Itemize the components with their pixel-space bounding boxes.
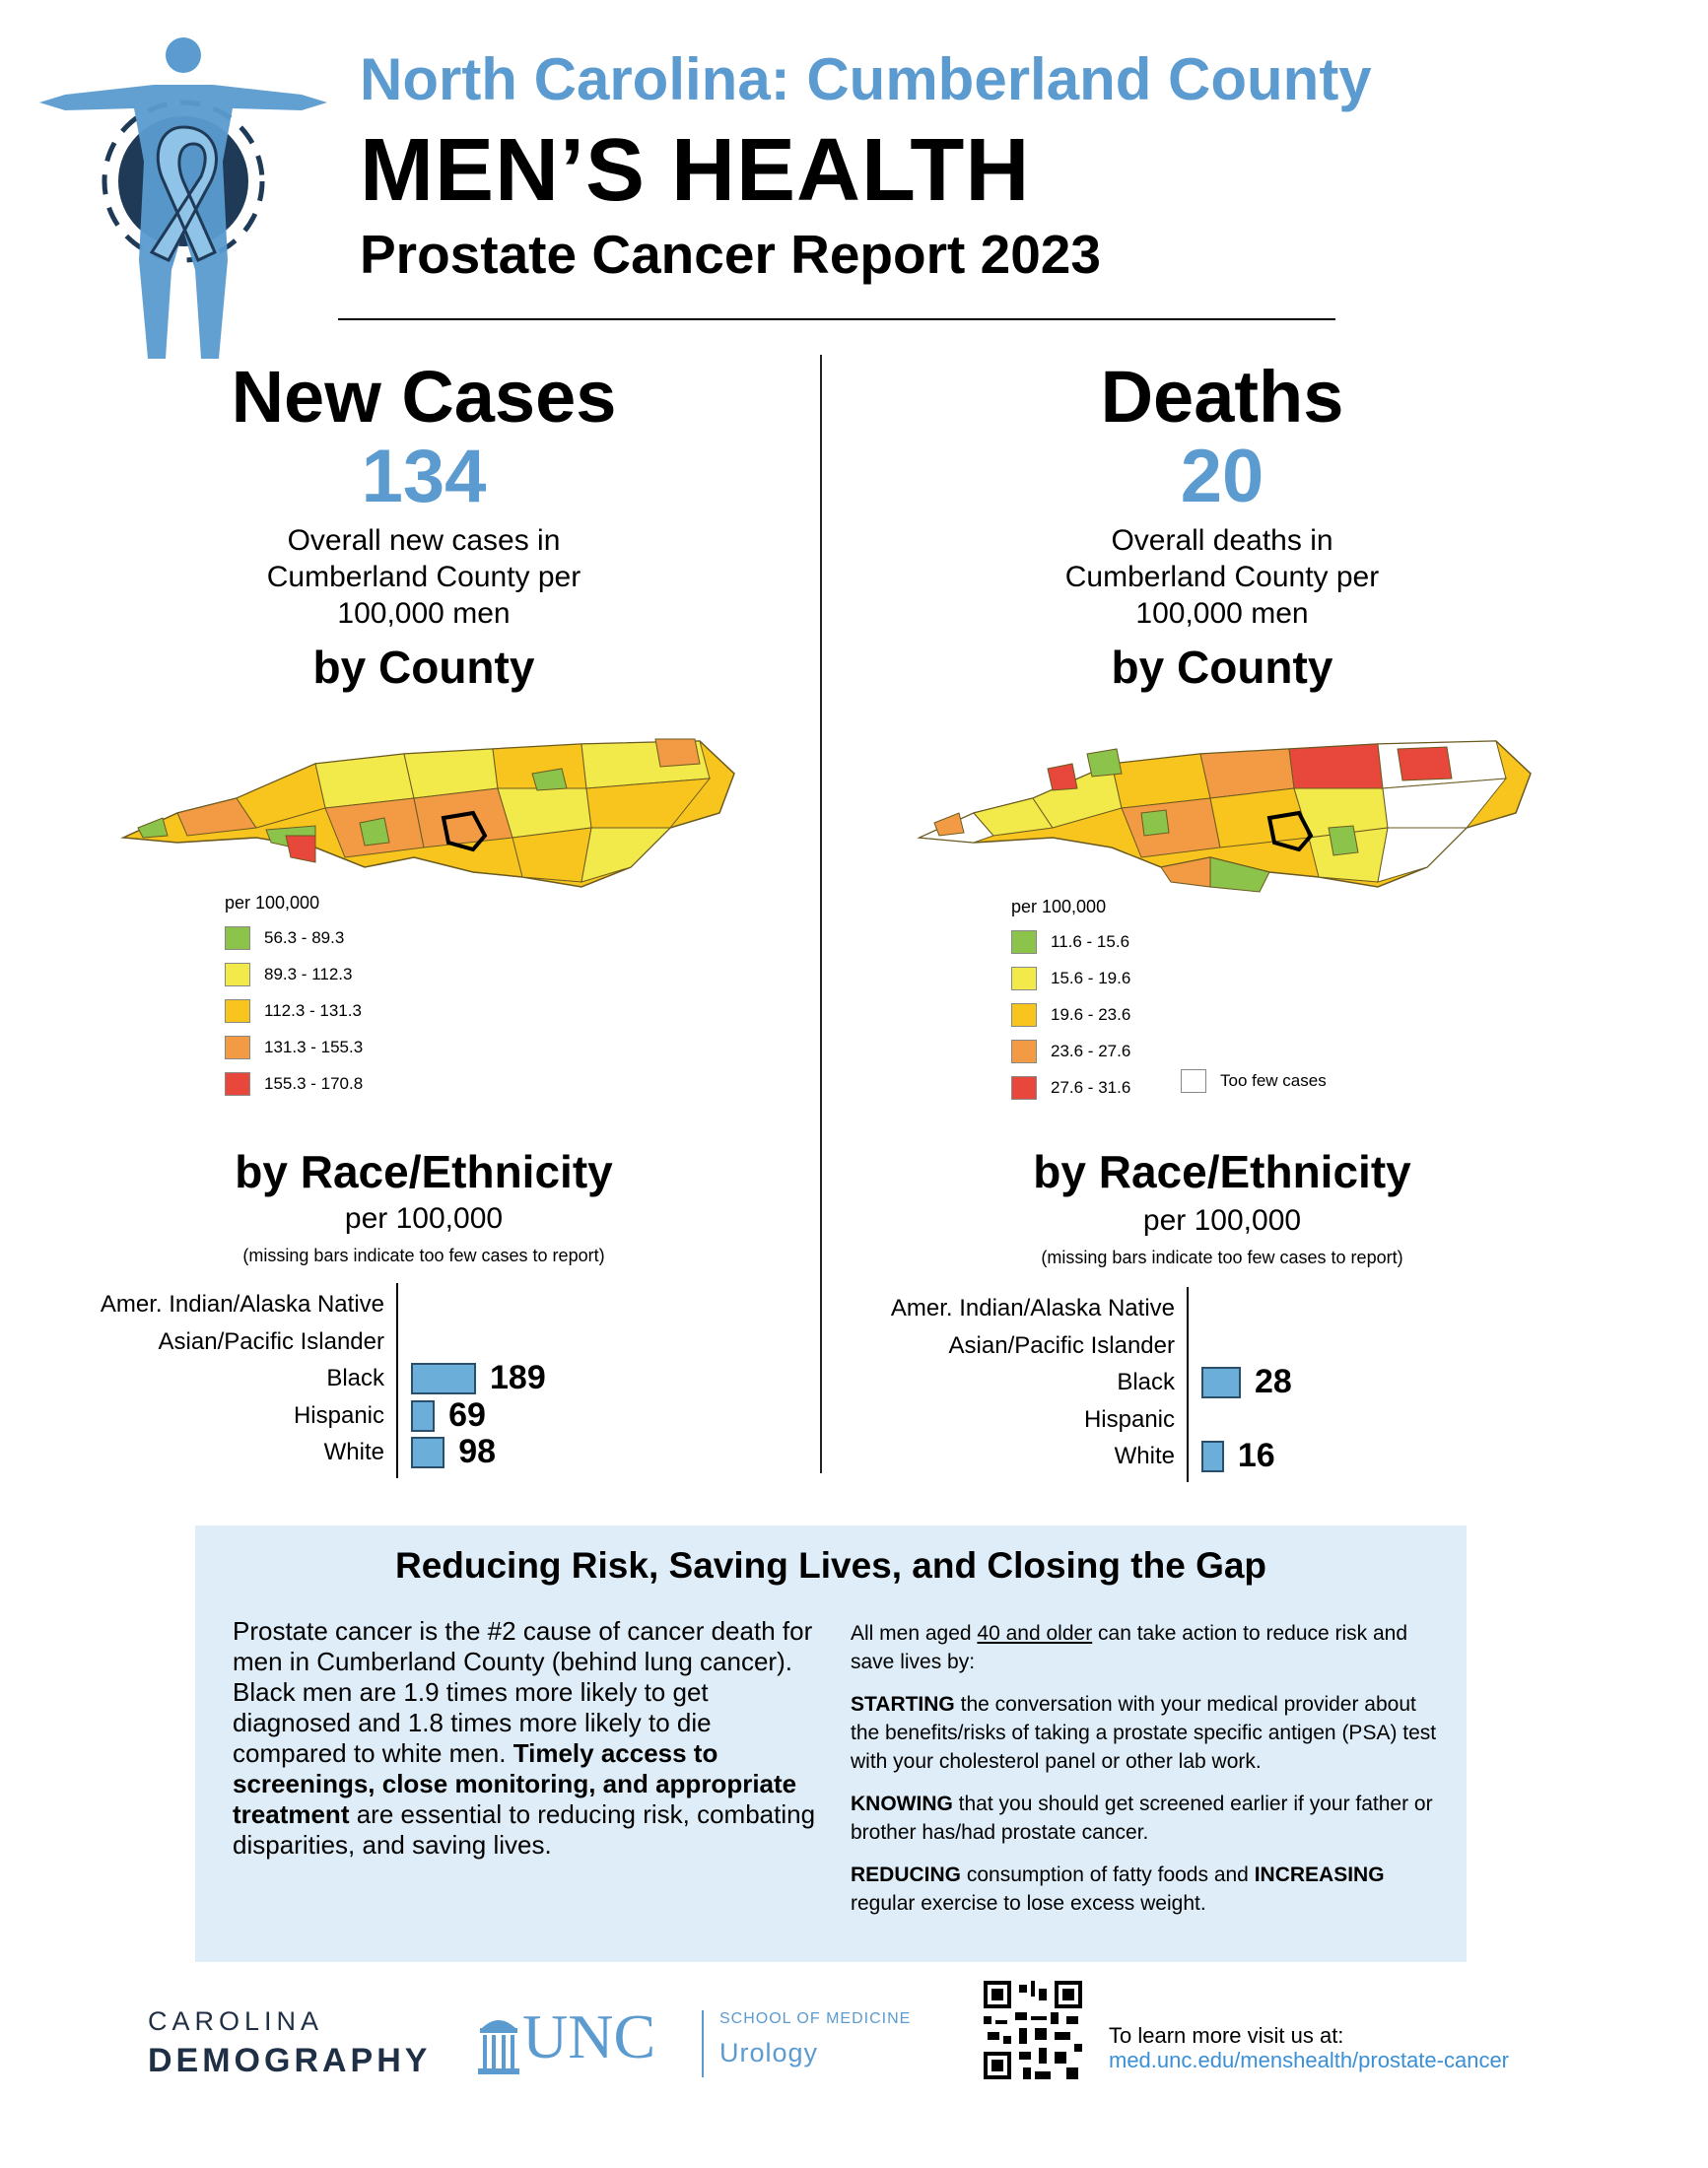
legend-label: 19.6 - 23.6: [1051, 1004, 1131, 1024]
legend-item: [225, 1065, 363, 1102]
increasing-bold: INCREASING: [1254, 1863, 1385, 1886]
legend-too-few: [1181, 1062, 1327, 1099]
legend-swatch: [1011, 1040, 1037, 1063]
bar: [1201, 1441, 1224, 1472]
race-label: Black: [1117, 1369, 1175, 1395]
legend-label: 27.6 - 31.6: [1051, 1077, 1131, 1097]
mens-health-logo: [35, 34, 341, 359]
new-cases-heading: New Cases: [231, 356, 617, 438]
header-rule: [338, 318, 1335, 320]
old-well-icon: [478, 2010, 519, 2075]
desc-line: Overall deaths in: [1111, 524, 1333, 557]
deaths-per: per 100,000: [1142, 1204, 1302, 1237]
intro-underlined: 40 and older: [977, 1622, 1093, 1645]
legend-label: 56.3 - 89.3: [264, 927, 345, 947]
legend-item: [225, 956, 363, 992]
race-label: Amer. Indian/Alaska Native: [100, 1291, 384, 1318]
reducing-bold: REDUCING: [851, 1863, 962, 1886]
legend-item: [225, 1029, 363, 1065]
deaths-description: [828, 522, 1616, 632]
legend-label: 23.6 - 27.6: [1051, 1041, 1131, 1060]
starting-bold: STARTING: [851, 1693, 955, 1716]
info-heading: Reducing Risk, Saving Lives, and Closing the Gap: [394, 1545, 1267, 1586]
logo-separator: [702, 2010, 704, 2077]
info-right-list: [851, 1619, 1442, 1931]
legend-title: per 100,000: [1011, 897, 1107, 916]
legend-item: [225, 919, 363, 956]
legend-label: 131.3 - 155.3: [264, 1037, 364, 1056]
race-label: Black: [326, 1365, 384, 1391]
bar-value-label: 189: [490, 1359, 546, 1396]
legend-swatch: [1181, 1069, 1206, 1093]
deaths-value: 20: [1180, 435, 1264, 518]
info-left-tail: are essential to reducing risk, combating disparities, and saving lives.: [233, 1799, 816, 1860]
legend-label: Too few cases: [1220, 1070, 1327, 1090]
legend-item: [1011, 1033, 1130, 1069]
deaths-heading: Deaths: [1100, 356, 1344, 438]
new-cases-by-race: by Race/Ethnicity: [235, 1146, 613, 1197]
bar: [411, 1363, 476, 1394]
bar-value-label: 28: [1255, 1363, 1292, 1400]
legend-swatch: [1011, 1076, 1037, 1100]
info-left-text: Prostate cancer is the #2 cause of cancer death for men in Cumberland County (behind lung cancer). Black men are 1.9 times more likely to get diagnosed and 1.8 times more likely to die compared to white men.: [233, 1616, 813, 1768]
legend-swatch: [225, 926, 250, 950]
bar: [411, 1437, 444, 1468]
bar: [411, 1400, 435, 1432]
legend-swatch: [1011, 1003, 1037, 1027]
info-left-paragraph: [233, 1616, 824, 1861]
nc-map-deaths: [915, 719, 1545, 936]
carolina-demography-logo-top: CAROLINA: [148, 2006, 324, 2036]
bar-value-label: 69: [448, 1395, 486, 1434]
legend-label: 15.6 - 19.6: [1051, 968, 1131, 987]
carolina-demography-logo-bottom: DEMOGRAPHY: [148, 2042, 432, 2079]
info-reducing: [851, 1861, 1442, 1918]
legend-swatch: [225, 999, 250, 1023]
deaths-note: (missing bars indicate too few cases to report): [1041, 1248, 1403, 1267]
legend-swatch: [225, 1036, 250, 1059]
legend-item: [1011, 923, 1130, 960]
desc-line: Cumberland County per: [266, 561, 581, 593]
desc-line: Overall new cases in: [287, 524, 561, 557]
column-divider: [820, 355, 822, 1473]
race-label: Hispanic: [1083, 1405, 1175, 1433]
increasing-text: regular exercise to lose excess weight.: [851, 1892, 1206, 1915]
race-label: White: [1114, 1443, 1175, 1469]
legend-item: [1011, 996, 1130, 1033]
legend-label: 112.3 - 131.3: [264, 1000, 362, 1020]
knowing-text: that you should get screened earlier if your father or brother has/had prostate cancer.: [851, 1793, 1433, 1844]
legend-title: per 100,000: [225, 893, 320, 913]
desc-line: Cumberland County per: [1064, 561, 1380, 593]
legend-item: [1011, 960, 1130, 996]
knowing-bold: KNOWING: [851, 1793, 953, 1815]
urology-label: Urology: [719, 2038, 819, 2067]
race-label: Asian/Pacific Islander: [158, 1327, 384, 1355]
info-starting: [851, 1690, 1442, 1776]
race-label: Hispanic: [293, 1401, 384, 1429]
info-box: [195, 1525, 1467, 1962]
new-cases-per: per 100,000: [344, 1202, 504, 1235]
race-label: Amer. Indian/Alaska Native: [890, 1295, 1175, 1321]
school-of-medicine-label: SCHOOL OF MEDICINE: [719, 2010, 912, 2027]
info-left-bold: Timely access to screenings, close monitoring, and appropriate treatment: [233, 1738, 797, 1829]
qr-code-icon[interactable]: [984, 1981, 1082, 2079]
legend-swatch: [1011, 930, 1037, 954]
legend-item: [1011, 1069, 1130, 1106]
new-cases-note: (missing bars indicate too few cases to report): [242, 1246, 605, 1265]
intro-a: All men aged: [851, 1622, 978, 1645]
bar-value-label: 98: [458, 1433, 497, 1470]
deaths-by-race: by Race/Ethnicity: [1033, 1146, 1411, 1197]
new-cases-race-chart: [59, 1283, 572, 1480]
race-label: Asian/Pacific Islander: [948, 1331, 1175, 1359]
deaths-legend: [1011, 897, 1130, 1106]
legend-swatch: [225, 1072, 250, 1096]
learn-more-text: To learn more visit us at:: [1109, 2023, 1344, 2048]
starting-text: the conversation with your medical provider about the benefits/risks of taking a prostate specific antigen (PSA) test with your cholesterol panel or other lab work.: [851, 1693, 1437, 1773]
bar-value-label: 16: [1237, 1437, 1275, 1474]
desc-line: 100,000 men: [337, 597, 511, 630]
legend-swatch: [225, 963, 250, 986]
new-cases-description: [30, 522, 818, 632]
race-label: White: [323, 1439, 384, 1465]
bar: [1201, 1367, 1241, 1398]
deaths-by-county: by County: [1111, 642, 1333, 693]
intro-b: can take action to reduce risk and save lives by:: [851, 1622, 1408, 1673]
unc-logo-text: UNC: [522, 2001, 656, 2071]
nc-map-new-cases: [118, 719, 749, 892]
info-intro: [851, 1619, 1442, 1676]
desc-line: 100,000 men: [1135, 597, 1309, 630]
info-knowing: [851, 1790, 1442, 1847]
legend-label: 89.3 - 112.3: [264, 964, 353, 983]
chart-axis: [396, 1283, 398, 1478]
new-cases-legend: [225, 893, 363, 1102]
main-title: MEN’S HEALTH: [360, 121, 1031, 220]
new-cases-by-county: by County: [312, 642, 535, 693]
report-subtitle: Prostate Cancer Report 2023: [360, 224, 1101, 285]
chart-axis: [1187, 1287, 1189, 1482]
legend-swatch: [1011, 967, 1037, 990]
new-cases-value: 134: [361, 435, 487, 518]
learn-more-link[interactable]: med.unc.edu/menshealth/prostate-cancer: [1109, 2048, 1510, 2072]
legend-item: [225, 992, 363, 1029]
county-title: North Carolina: Cumberland County: [360, 46, 1372, 112]
reducing-text: consumption of fatty foods and: [961, 1863, 1255, 1886]
legend-label: 155.3 - 170.8: [264, 1073, 364, 1093]
legend-label: 11.6 - 15.6: [1051, 931, 1130, 951]
deaths-race-chart: [850, 1287, 1362, 1484]
